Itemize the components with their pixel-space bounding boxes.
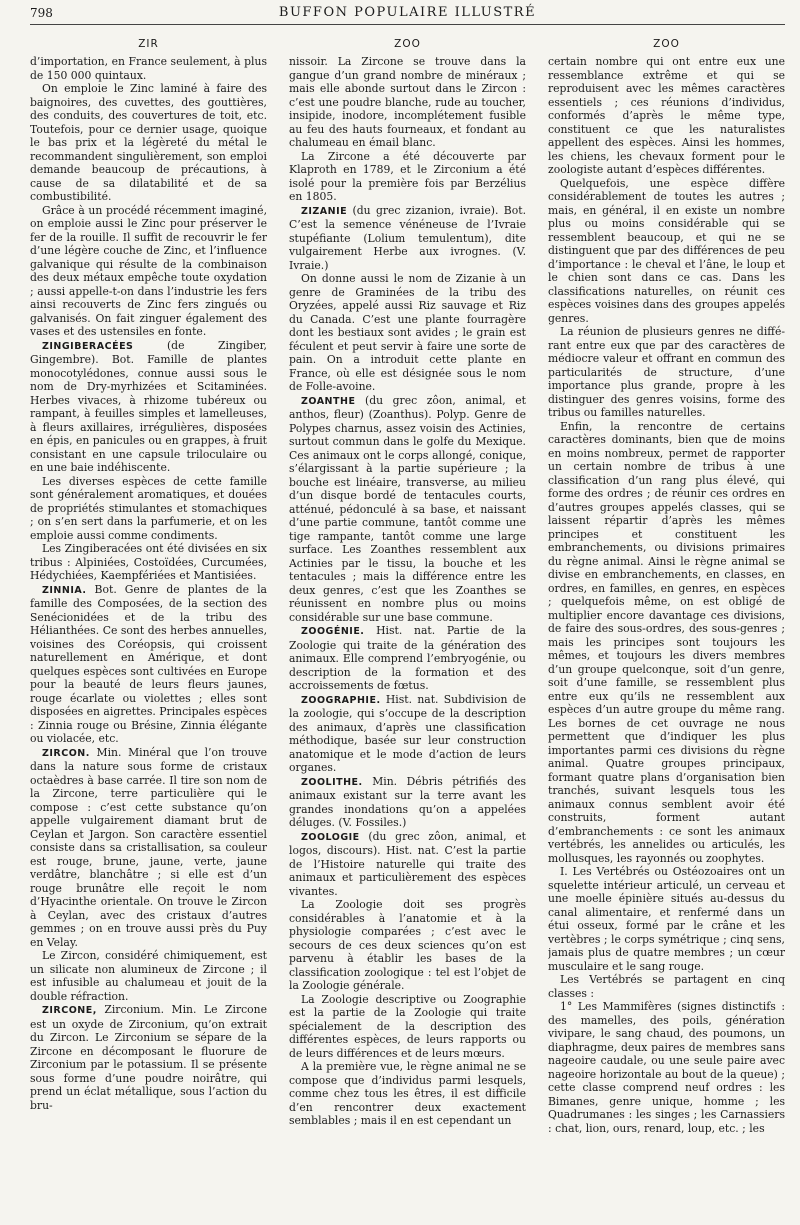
entry-headword: ZOOLITHE. (301, 776, 363, 788)
entry-text: Hist. nat. Subdivision de la zoologie, qui s’occupe de la description des animaux, d’après une classification méthodique, basée sur leur construction anatomique et le mode d’action de leurs organes. (289, 692, 526, 774)
entry-text: certain nombre qui ont entre eux une ressemblance extrême et qui se reproduisent avec les mêmes caractères essentiels ; ces réunions d’individus, conformés d’après le même type, constituent ce que les naturalistes appellent des espèces. Ainsi les hommes, les chiens, les chevaux forment pour le zoologiste autant d’espèces différentes. (548, 55, 785, 176)
column-heading: ZOO (653, 38, 680, 50)
paragraph (30, 55, 267, 82)
entry-text: Grâce à un procédé récemment imaginé, on emploie aussi le Zinc pour préserver le fer de la rouille. Il suffit de recouvrir le fer d’une légère couche de Zinc, et l’influence galvanique qui résulte de la combinaison des deux métaux empêche toute oxydation ; aussi appelle-t-on dans l’industrie les fers ainsi recouverts de Zinc fers zingués ou galvanisés. On fait zinguer également des vases et des ustensiles en fonte. (30, 203, 267, 338)
paragraph (289, 150, 526, 204)
column-heading: ZOO (394, 38, 421, 50)
entry-headword: ZOOLOGIE (301, 831, 360, 843)
dictionary-entry (30, 746, 267, 950)
page-number: 798 (30, 6, 53, 20)
paragraph (30, 542, 267, 583)
paragraph (30, 204, 267, 339)
dictionary-entry (30, 583, 267, 746)
paragraph (548, 325, 785, 420)
paragraph (289, 1060, 526, 1128)
entry-text: Hist. nat. Partie de la Zoologie qui traite de la génération des animaux. Elle comprend l’embryogénie, ou description de la formation et des accroissements de fœtus. (289, 624, 526, 692)
entry-text: Les Zingiberacées ont été divisées en six tribus : Alpiniées, Costoïdées, Curcumées, Hédychiées, Kaempfériées et Mantisiées. (30, 542, 267, 582)
entry-headword: ZOOGÉNIE. (301, 626, 365, 637)
dictionary-entry (289, 204, 526, 273)
paragraph (289, 272, 526, 394)
paragraph (30, 949, 267, 1003)
paragraph (548, 973, 785, 1000)
paragraph (548, 177, 785, 326)
column-heading: ZIR (138, 38, 159, 50)
header-rule (30, 24, 785, 25)
entry-text: La Zoologie doit ses progrès considérables à l’anatomie et à la physiologie comparées ; c’est avec le secours de ces deux sciences qu’on est parvenu à établir les bases de la classification zoologique : tel est l’objet de la Zoologie générale. (289, 898, 526, 992)
dictionary-entry (289, 624, 526, 693)
entry-text: (du grec zôon, animal, et anthos, fleur) (Zoanthus). Polyp. Genre de Polypes charnus, assez voisin des Actinies, surtout commun dans le golfe du Mexique. Ces animaux ont le corps allongé, conique, s’élargissant à la partie supérieure ; la bouche est linéaire, transverse, au milieu d’un disque bordé de tentacules courts, atténué, pédonculé à sa base, et naissant d’une partie commune, tantôt comme une tige rampante, tantôt comme une large surface. Les Zoanthes ressemblent aux Actinies par le tissu, la bouche et les tentacules ; mais la différence entre les deux genres, c’est que les Zoanthes se réunissent en nombre plus ou moins considérable sur une base commune. (289, 393, 526, 624)
entry-headword: ZIZANIE (301, 205, 348, 217)
entry-text: Bot. Genre de plantes de la famille des Composées, de la section des Senécionidées et de la tribu des Hélianthées. Ce sont des herbes annuelles, voisines des Coréopsis, qui croissent naturellement en Amérique, et dont quelques espèces sont cultivées en Europe pour la beauté de leurs fleurs jaunes, rouge écarlate ou violettes ; elles sont disposées en aigrettes. Principales espèces : Zinnia rouge ou Brésine, Zinnia élégante ou violacée, etc. (30, 582, 267, 745)
column-1 (30, 38, 267, 1218)
dictionary-entry (30, 339, 267, 475)
entry-text: Les Vertébrés se partagent en cinq classes : (548, 973, 785, 1000)
entry-headword: ZOANTHE (301, 395, 356, 407)
entry-text: I. Les Vertébrés ou Ostéozoaires ont un squelette intérieur articulé, un cerveau et une moelle épinière situés au-dessus du canal alimentaire, et renfermé dans un étui osseux, formé par le crâne et les vertèbres ; le corps symétrique ; cinq sens, jamais plus de quatre membres ; un cœur musculaire et le sang rouge. (548, 865, 785, 973)
paragraph (30, 475, 267, 543)
entry-text: (de Zingiber, Gingembre). Bot. Famille de plantes monocotylédones, connue aussi sous le nom de Dry-myrhizées et Scitaminées. Herbes vivaces, à rhizome tubéreux ou rampant, à feuilles simples et lamelleuses, à fleurs axillaires, irrégulières, disposées en épis, en panicules ou en grappes, à fruit consistant en une capsule triloculaire ou en une baie indéhiscente. (30, 338, 267, 474)
dictionary-entry (289, 693, 526, 775)
entry-text: La réunion de plusieurs genres ne diffé-rant entre eux que par des caractères de médiocre valeur et offrant en commun des particularités de structure, d’une importance plus grande, propre à les distinguer des genres voisins, forme des tribus ou familles naturelles. (548, 325, 785, 419)
paragraph (30, 82, 267, 204)
entry-text: nissoir. La Zircone se trouve dans la gangue d’un grand nombre de minéraux ; mais elle abonde surtout dans le Zircon : c’est une poudre blanche, rude au toucher, insipide, inodore, incomplétement fusible au feu des hauts fourneaux, et fondant au chalumeau en émail blanc. (289, 55, 526, 149)
column-2 (289, 38, 526, 1218)
paragraph (548, 865, 785, 973)
page-header (30, 0, 785, 22)
entry-text: Min. Débris pétrifiés des animaux existant sur la terre avant les grandes inondations qu’on a appelées déluges. (V. Fossiles.) (289, 774, 526, 829)
paragraph (548, 55, 785, 177)
dictionary-entry (30, 1003, 267, 1112)
dictionary-entry (289, 830, 526, 899)
entry-headword: ZIRCON. (42, 747, 90, 759)
entry-headword: ZIRCONE, (42, 1005, 97, 1016)
entry-text: Les diverses espèces de cette famille sont généralement aromatiques, et douées de propriétés stimulantes et stomachiques ; on s’en sert dans la parfumerie, et on les emploie aussi comme condiments. (30, 474, 267, 542)
dictionary-entry (289, 394, 526, 625)
entry-text: d’importation, en France seulement, à plus de 150 000 quintaux. (30, 55, 267, 82)
entry-text: On emploie le Zinc laminé à faire des baignoires, des cuvettes, des gouttières, des conduits, des couvertures de toit, etc. Toutefois, pour ce dernier usage, quoique le bas prix et la légèreté du métal le recommandent singulièrement, son emploi demande beaucoup de précautions, à cause de sa dilatabilité et de sa combustibilité. (30, 82, 267, 203)
entry-text: Quelquefois, une espèce diffère considérablement de toutes les autres ; mais, en général, il en existe un nombre plus ou moins considérable qui se ressemblent beaucoup, et qui ne se distinguent que par des différences de peu d’importance : le cheval et l’âne, le loup et le chien sont dans ce cas. Dans les classifications naturelles, on réunit ces espèces voisines dans des groupes appelés genres. (548, 176, 785, 325)
entry-text: Min. Minéral que l’on trouve dans la nature sous forme de cristaux octaèdres à base carrée. Il tire son nom de la Zircone, terre particulière qui le compose : c’est cette substance qu’on appelle vulgairement diamant brut de Ceylan et Jargon. Son caractère essentiel consiste dans sa cristallisation, sa couleur est rouge, brune, jaune, verte, jaune verdâtre, blanchâtre ; si elle est d’un rouge brunâtre elle reçoit le nom d’Hyacinthe orientale. On trouve le Zircon à Ceylan, avec des cristaux d’autres gemmes ; on en trouve aussi près du Puy en Velay. (30, 745, 267, 949)
running-title: BUFFON POPULAIRE ILLUSTRÉ (278, 5, 537, 20)
entry-text: Enfin, la rencontre de certains caractères dominants, bien que de moins en moins nombreux, permet de rapporter un certain nombre de tribus à une classification d’un rang plus élevé, qui forme des ordres ; de réunir ces ordres en d’autres groupes appelés classes, qui se laissent répartir d’après les mêmes principes et constituent les embranchements, ou divisions primaires du règne animal. Ainsi le règne animal se divise en embranchements, en classes, en ordres, en familles, en genres, en espèces ; quelquefois même, on est obligé de multiplier encore davantage ces divisions, de faire des sous-ordres, des sous-genres ; mais les principes sont toujours les mêmes, et toujours les divers membres d’un groupe quelconque, soit d’un genre, soit d’une famille, se ressemblent plus entre eux qu’ils ne ressemblent aux espèces d’un autre groupe du même rang. Les bornes de cet ouvrage ne nous permettent que d’indiquer les plus importantes parmi ces divisions du règne animal. Quatre groupes principaux, formant quatre plans d’organisation bien tranchés, suivant lesquels tous les animaux connus semblent avoir été construits, forment autant d’embranchements : ce sont les animaux vertébrés, les annelides ou articulés, les mollusques, les rayonnés ou zoophytes. (548, 419, 785, 865)
entry-text: (du grec zôon, animal, et logos, discours). Hist. nat. C’est la partie de l’Histoire naturelle qui traite des animaux et particulièrement des espèces vivantes. (289, 829, 526, 898)
paragraph (548, 420, 785, 866)
entry-text: Zirconium. Min. Le Zircone est un oxyde de Zirconium, qu’on extrait du Zircon. Le Zirconium se sépare de la Zircone en décomposant le fluorure de Zirconium par le potassium. Il se présente sous forme d’une poudre noirâtre, qui prend un éclat métallique, sous l’action du bru- (30, 1003, 267, 1112)
entry-text: A la première vue, le règne animal ne se compose que d’individus parmi lesquels, comme chez tous les êtres, il est difficile d’en rencontrer deux exactement semblables ; mais il en est cependant un (289, 1060, 526, 1127)
column-3 (548, 38, 785, 1218)
entry-headword: ZINGIBERACÉES (42, 340, 134, 352)
entry-headword: ZINNIA. (42, 584, 87, 596)
entry-text: 1° Les Mammifères (signes distinctifs : des mamelles, des poils, génération vivipare, le sang chaud, des poumons, un diaphragme, deux paires de membres sans nageoire caudale, ou une seule paire avec nageoire horizontale au bout de la queue) ; cette classe comprend neuf ordres : les Bimanes, genre unique, homme ; les Quadrumanes : les singes ; les Carnassiers : chat, lion, ours, renard, loup, etc. ; les (548, 1000, 785, 1135)
entry-headword: ZOOGRAPHIE. (301, 694, 381, 706)
paragraph (548, 1000, 785, 1135)
paragraph (289, 898, 526, 993)
entry-text: (du grec zizanion, ivraie). Bot. C’est la semence vénéneuse de l’Ivraie stupéfiante (Lolium temulentum), dite vulgairement Herbe aux ivrognes. (V. Ivraie.) (289, 203, 526, 272)
entry-text: La Zoologie descriptive ou Zoographie est la partie de la Zoologie qui traite spécialement de la description des différentes espèces, de leurs rapports ou de leurs différences et de leurs mœurs. (289, 992, 526, 1060)
entry-text: On donne aussi le nom de Zizanie à un genre de Graminées de la tribu des Oryzées, appelé aussi Riz sauvage et Riz du Canada. C’est une plante fourragère dont les bestiaux sont avides ; le grain est féculent et peut servir à faire une sorte de pain. On a introduit cette plante en France, où elle est désignée sous le nom de Folle-avoine. (289, 272, 526, 393)
paragraph (289, 55, 526, 150)
dictionary-entry (289, 775, 526, 830)
entry-text: La Zircone a été découverte par Klaproth en 1789, et le Zirconium a été isolé pour la première fois par Berzélius en 1805. (289, 149, 526, 203)
paragraph (289, 993, 526, 1061)
entry-text: Le Zircon, considéré chimiquement, est un silicate non alumineux de Zircone ; il est infusible au chalumeau et jouit de la double réfraction. (30, 949, 267, 1003)
